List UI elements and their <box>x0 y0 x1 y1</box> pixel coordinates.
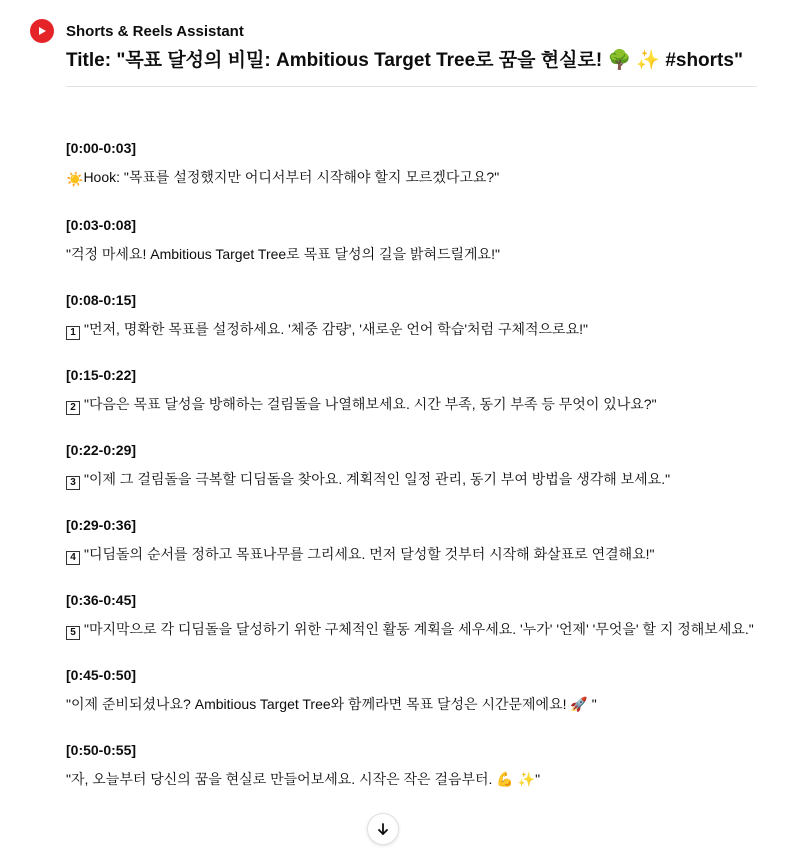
arrow-down-icon <box>376 822 390 836</box>
script-segment <box>66 290 765 343</box>
segment-line <box>66 164 765 193</box>
script-segment <box>66 740 765 793</box>
script-content <box>66 138 765 815</box>
video-title: Title: "목표 달성의 비밀: Ambitious Target Tree로 꿈을 현실로! 🌳 ✨ #shorts" <box>66 50 743 71</box>
segment-line <box>66 541 765 568</box>
sun-icon: ☀️ <box>66 171 84 187</box>
number-keycap-icon: 2 <box>66 401 80 415</box>
segment-text: "마지막으로 각 디딤돌을 달성하기 위한 구체적인 활동 계획을 세우세요. '누가' '언제' '무엇을' 할 지 정해보세요." <box>84 621 754 637</box>
segment-timestamp: [0:50-0:55] <box>66 742 137 758</box>
script-segment <box>66 515 765 568</box>
segment-line <box>66 766 765 793</box>
segment-text: "이제 준비되셨나요? Ambitious Target Tree와 함께라면 목표 달성은 시간문제에요! 🚀 " <box>66 696 597 712</box>
divider <box>66 86 757 87</box>
segment-text: "이제 그 걸림돌을 극복할 디딤돌을 찾아요. 계획적인 일정 관리, 동기 부여 방법을 생각해 보세요." <box>84 471 671 487</box>
script-segment <box>66 138 765 193</box>
scroll-down-button[interactable] <box>367 813 399 845</box>
segment-text: Hook: "목표를 설정했지만 어디서부터 시작해야 할지 모르겠다고요?" <box>83 169 500 185</box>
segment-timestamp: [0:36-0:45] <box>66 592 137 608</box>
segment-text: "자, 오늘부터 당신의 꿈을 현실로 만들어보세요. 시작은 작은 걸음부터. 💪 ✨" <box>66 771 541 787</box>
segment-line <box>66 616 765 643</box>
segment-timestamp: [0:00-0:03] <box>66 140 137 156</box>
segment-timestamp: [0:29-0:36] <box>66 517 137 533</box>
segment-timestamp: [0:08-0:15] <box>66 292 137 308</box>
segment-timestamp: [0:15-0:22] <box>66 367 137 383</box>
segment-line <box>66 466 765 493</box>
app-name: Shorts & Reels Assistant <box>66 22 244 40</box>
segment-timestamp: [0:03-0:08] <box>66 217 137 233</box>
segment-line <box>66 391 765 418</box>
number-keycap-icon: 3 <box>66 476 80 490</box>
number-keycap-icon: 5 <box>66 626 80 640</box>
number-keycap-icon: 4 <box>66 551 80 565</box>
number-keycap-icon: 1 <box>66 326 80 340</box>
segment-text: "다음은 목표 달성을 방해하는 걸림돌을 나열해보세요. 시간 부족, 동기 부족 등 무엇이 있나요?" <box>84 396 657 412</box>
assistant-header <box>30 16 757 87</box>
segment-line <box>66 691 765 718</box>
app-row <box>30 16 757 46</box>
script-segment <box>66 590 765 643</box>
segment-text: "먼저, 명확한 목표를 설정하세요. '체중 감량', '새로운 언어 학습'처럼 구체적으로요!" <box>84 321 588 337</box>
segment-line <box>66 241 765 268</box>
script-segment <box>66 440 765 493</box>
segment-text: "걱정 마세요! Ambitious Target Tree로 목표 달성의 길을 밝혀드릴게요!" <box>66 246 500 262</box>
segment-timestamp: [0:22-0:29] <box>66 442 137 458</box>
script-segment <box>66 365 765 418</box>
app-logo <box>30 19 54 43</box>
play-icon <box>36 25 48 37</box>
script-segment <box>66 665 765 718</box>
segment-line <box>66 316 765 343</box>
segment-text: "디딤돌의 순서를 정하고 목표나무를 그리세요. 먼저 달성할 것부터 시작해 화살표로 연결해요!" <box>84 546 655 562</box>
segment-timestamp: [0:45-0:50] <box>66 667 137 683</box>
script-segment <box>66 215 765 268</box>
